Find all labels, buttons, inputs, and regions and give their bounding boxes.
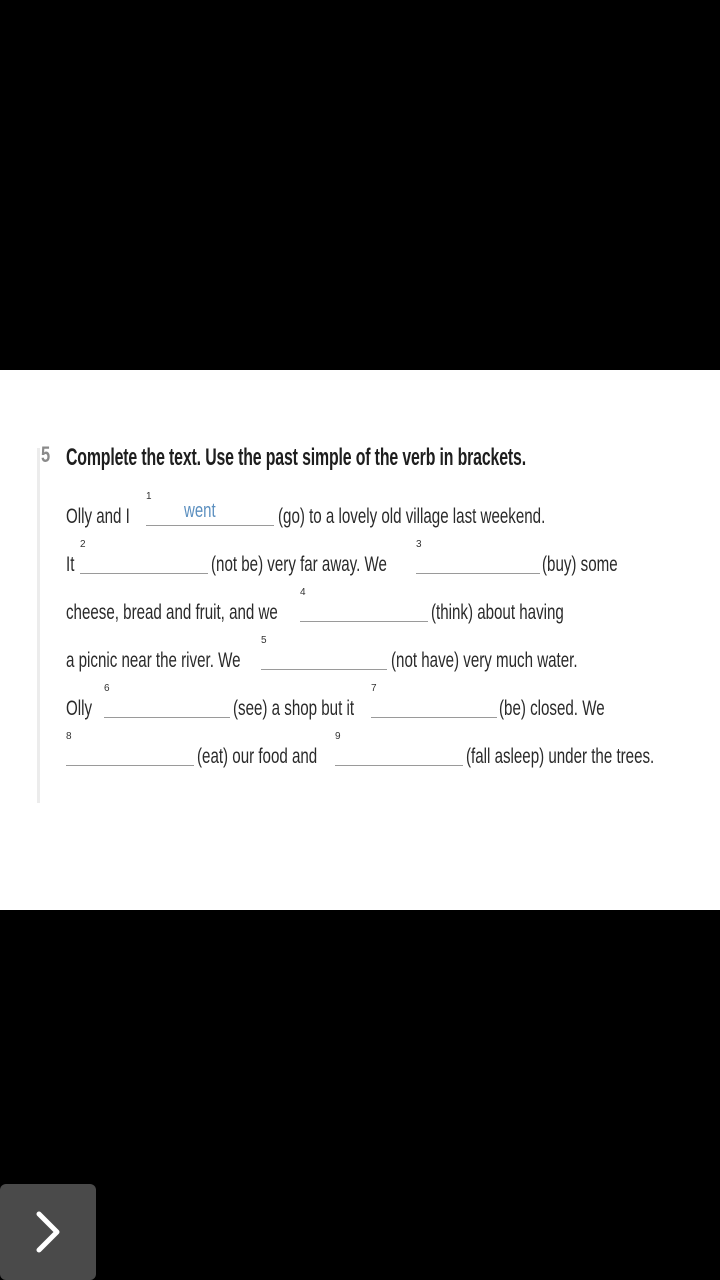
line-text: (think) about having (431, 601, 564, 624)
answer-blank-4 (300, 587, 428, 622)
line-text: (see) a shop but it (233, 697, 355, 720)
exercise-number: 5 (41, 442, 51, 467)
scan-edge (37, 448, 40, 803)
blank-number: 9 (335, 731, 341, 742)
answer-blank-3 (416, 539, 540, 574)
line-text: (buy) some (542, 553, 618, 576)
answer-blank-9 (335, 731, 463, 766)
text-line-5 (66, 683, 646, 722)
blank-number: 8 (66, 731, 72, 742)
line-text: (go) to a lovely old village last weekend. (278, 505, 546, 528)
text-line-2 (66, 539, 647, 578)
answer-blank-6 (104, 683, 230, 718)
exercise-title: Complete the text. Use the past simple of the verb in brackets. (66, 444, 526, 471)
line-text: Olly and I (66, 505, 130, 528)
line-text: cheese, bread and fruit, and we (66, 601, 278, 624)
next-button[interactable] (0, 1184, 96, 1280)
line-text: Olly (66, 697, 93, 720)
blank-number: 1 (146, 491, 152, 502)
line-text: (eat) our food and (197, 745, 318, 768)
blank-number: 6 (104, 683, 110, 694)
line-text: (not be) very far away. We (211, 553, 387, 576)
worksheet-image (0, 370, 720, 910)
answer-blank-2 (80, 539, 208, 574)
example-answer: went (184, 500, 216, 522)
blank-number: 3 (416, 539, 422, 550)
line-text: (not have) very much water. (391, 649, 578, 672)
blank-number: 5 (261, 635, 267, 646)
answer-blank-1 (146, 491, 274, 526)
blank-number: 2 (80, 539, 86, 550)
text-line-4 (66, 635, 650, 674)
line-text: It (66, 553, 75, 576)
text-line-6 (66, 731, 720, 770)
line-text: (fall asleep) under the trees. (466, 745, 655, 768)
answer-blank-5 (261, 635, 387, 670)
line-text: a picnic near the river. We (66, 649, 241, 672)
blank-number: 7 (371, 683, 377, 694)
text-line-1 (66, 491, 649, 530)
line-text: (be) closed. We (499, 697, 605, 720)
blank-number: 4 (300, 587, 306, 598)
text-line-3 (66, 587, 615, 626)
chevron-right-icon (33, 1210, 63, 1254)
answer-blank-7 (371, 683, 497, 718)
answer-blank-8 (66, 731, 194, 766)
